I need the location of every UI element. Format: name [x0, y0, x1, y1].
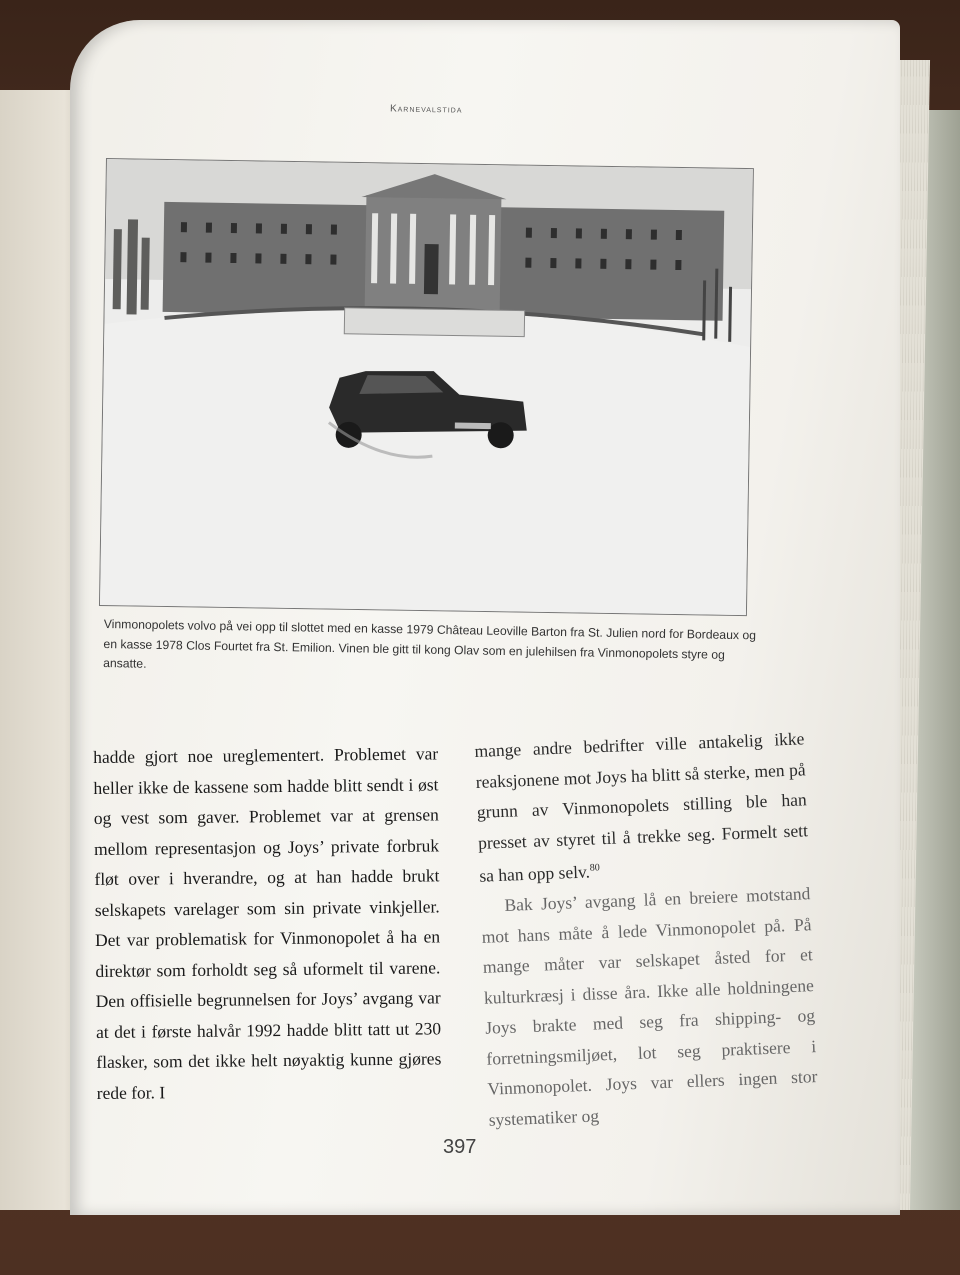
footnote-marker: 80 [589, 862, 601, 874]
photo-palace-volvo [99, 158, 754, 616]
right-column-paragraph-1 [474, 723, 810, 891]
paragraph-1-text: mange andre bedrifter ville antakelig ikke reaksjonene mot Joys ha blitt så sterke, men på grunn av Vinmonopolets stilling ble han presset av styret til å trekke seg. Formelt sett sa han opp selv. [474, 728, 809, 886]
photo-caption: Vinmonopolets volvo på vei opp til slottet med en kasse 1979 Château Leoville Barton fra St. Julien nord for Bordeaux og en kasse 1978 Clos Fourtet fra St. Emilion. Vinen ble gitt til kong Olav som en julehilsen fra Vinmonopolets styre og ansatte. [103, 616, 757, 671]
right-column-paragraph-2: Bak Joys’ avgang lå en breiere motstand mot hans måte å lede Vinmonopolet på. På mange måter var selskapet åsted for et kulturkræsj i disse åra. Ikke alle holdningene Joys brakte med seg fra shipping- og forretningsmiljøet, lot seg praktisere i Vinmonopolet. Joys var ellers ingen stor systematiker og [481, 883, 818, 1130]
photo-illustration [100, 159, 753, 615]
page-number: 397 [443, 1136, 477, 1158]
left-column-paragraph: hadde gjort noe ureglementert. Problemet var heller ikke de kassene som hadde blitt sendt i øst og vest som gaver. Problemet var at grensen mellom representasjon og Joys’ private forbruk fløt over i hverandre, og at han hadde brukt selskapets varelager som sin private vinkjeller. Det var problematisk for Vinmonopolet å ha en direktør som forholdt seg så uformelt til varene. Den offisielle begrunnelsen for Joys’ avgang var at det i første halvår 1992 hadde blitt tatt ut 230 flasker, som det ikke helt nøyaktig kunne gjøres rede for. I [93, 743, 442, 1103]
right-text-column [474, 723, 819, 1135]
running-header: Karnevalstida [389, 103, 463, 116]
left-text-column [93, 738, 442, 1108]
